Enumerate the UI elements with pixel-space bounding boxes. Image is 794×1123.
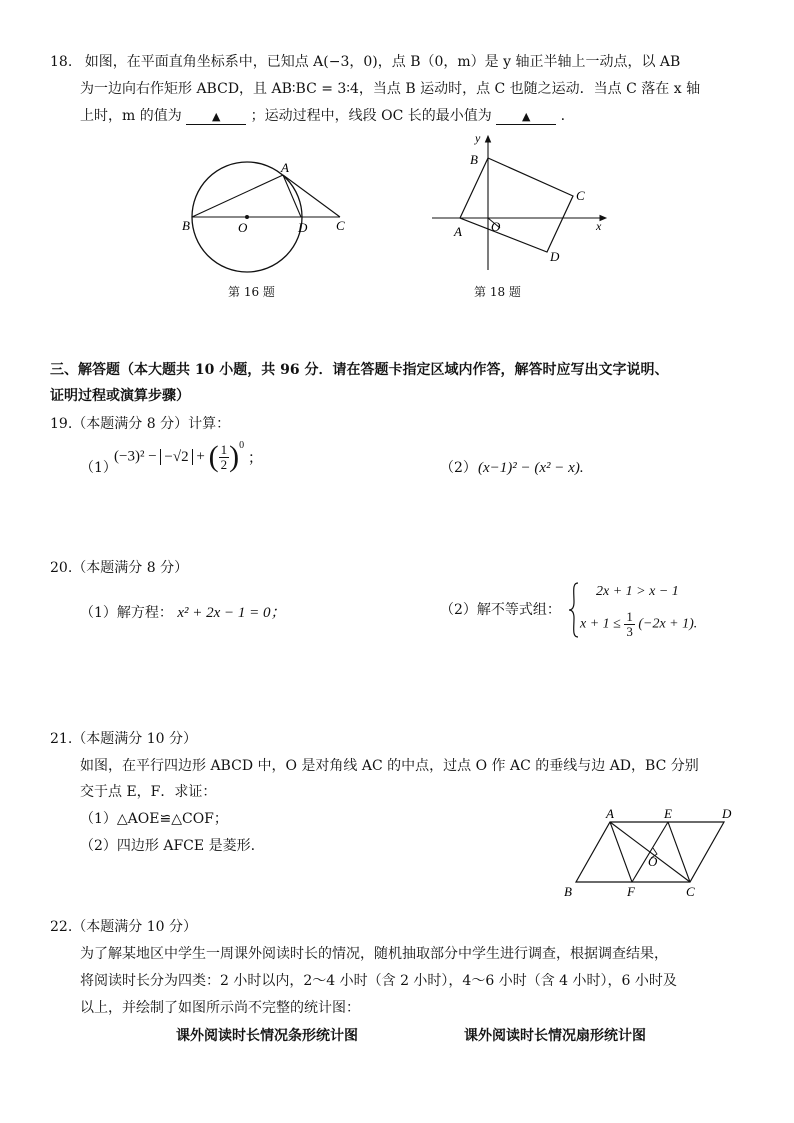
fig18-caption: 第 18 题 xyxy=(474,285,521,299)
figure-21 xyxy=(558,804,748,900)
fig21-label-A: A xyxy=(606,806,614,821)
q22-text-line1: 为了解某地区中学生一周课外阅读时长的情况，随机抽取部分中学生进行调查，根据调查结果， xyxy=(80,946,668,962)
section3-title-line2: 证明过程或演算步骤） xyxy=(50,388,190,404)
fig18-label-A: A xyxy=(454,224,462,239)
q22-header: 22.（本题满分 10 分） xyxy=(50,919,197,935)
q21-text-line2: 交于点 E，F．求证： xyxy=(80,784,217,800)
q21-part2: （2）四边形 AFCE 是菱形. xyxy=(80,838,256,854)
fig21-label-E: E xyxy=(664,806,672,821)
fig16-center-dot xyxy=(245,215,249,219)
q20-inequality-system xyxy=(568,580,708,640)
fig21-label-O: O xyxy=(648,854,658,869)
fig16-label-B: B xyxy=(182,218,190,233)
q19-header: 19.（本题满分 8 分）计算： xyxy=(50,416,231,432)
fig16-label-A: A xyxy=(281,160,289,175)
fig21-label-F: F xyxy=(627,884,635,899)
q18-text-3b: ；运动过程中，线段 OC 长的最小值为 xyxy=(250,108,492,124)
q18-text-2: 为一边向右作矩形 ABCD，且 AB∶BC = 3∶4，当点 B 运动时，点 C 也随之运动．当点 C 落在 x 轴 xyxy=(80,81,701,97)
q20-part2-label: （2）解不等式组： xyxy=(440,602,561,618)
q21-text-line1: 如图，在平行四边形 ABCD 中，O 是对角线 AC 的中点，过点 O 作 AC 的垂线与边 AD，BC 分别 xyxy=(80,758,699,774)
q20-system-line2 xyxy=(580,610,697,639)
answer-blank-2[interactable] xyxy=(496,108,556,125)
fig18-label-O: O xyxy=(491,219,501,234)
q19-part1-label: （1） xyxy=(80,460,117,476)
answer-blank-1[interactable] xyxy=(186,108,246,125)
q20-system-line1: 2x + 1 > x − 1 xyxy=(596,584,679,599)
fig18-label-C: C xyxy=(576,188,585,203)
fraction-one-third: $\frac{1}{3}$ xyxy=(626,609,633,639)
q20-part1-label: （1）解方程： xyxy=(80,605,173,621)
fig18-label-x: x xyxy=(596,219,602,233)
figure-18 xyxy=(428,130,618,275)
q19-part1-expression: (−3)² − −√2 + ( $\frac{1}{2}$ )$^0$ ； xyxy=(114,440,263,473)
fig21-segment-ec xyxy=(668,822,690,882)
q22-bar-chart-title: 课外阅读时长情况条形统计图 xyxy=(176,1028,358,1044)
fig21-label-C: C xyxy=(686,884,695,899)
q20-part1-expression: x² + 2x − 1 = 0； xyxy=(177,605,286,621)
q18-text-3a: 上时，m 的值为 xyxy=(80,108,182,124)
section3-title-line1: 三、解答题（本大题共 10 小题，共 96 分．请在答题卡指定区域内作答，解答时应写出文字说明、 xyxy=(50,362,669,378)
q22-text-line3: 以上，并绘制了如图所示尚不完整的统计图： xyxy=(80,1000,360,1016)
q20-system-line2-left: x + 1 ≤ xyxy=(580,616,621,632)
fig16-label-O: O xyxy=(238,220,248,235)
fig16-caption: 第 16 题 xyxy=(228,285,275,299)
q18-text-1: 如图，在平面直角坐标系中，已知点 A(−3，0)，点 B（0，m）是 y 轴正半轴上一动点，以 AB xyxy=(84,54,681,70)
brace-icon xyxy=(568,582,580,638)
fig18-rectangle xyxy=(460,158,573,252)
fig21-segment-af xyxy=(610,822,632,882)
q21-part1: （1）△AOE≌△COF； xyxy=(80,811,228,827)
fig18-label-D: D xyxy=(550,249,560,264)
q18-text-3end: . xyxy=(560,108,566,124)
blank-mark: ▲ xyxy=(521,110,531,123)
q20-system-line2-right: (−2x + 1). xyxy=(638,616,698,632)
fig18-label-B: B xyxy=(470,152,478,167)
q18-line3 xyxy=(80,106,565,126)
fig21-label-D: D xyxy=(722,806,732,821)
q22-text-line2: 将阅读时长分为四类：2 小时以内，2～4 小时（含 2 小时），4～6 小时（含 4 小时），6 小时及 xyxy=(80,973,677,989)
q19-part2-label: （2） xyxy=(440,460,477,476)
fig21-label-B: B xyxy=(564,884,572,899)
q18-number: 18. xyxy=(50,54,73,70)
q20-header: 20.（本题满分 8 分） xyxy=(50,560,189,576)
blank-mark: ▲ xyxy=(211,110,221,123)
q22-pie-chart-title: 课外阅读时长情况扇形统计图 xyxy=(464,1028,646,1044)
q20-part1 xyxy=(80,603,286,623)
q19-part2-expression: (x−1)² − (x² − x). xyxy=(478,460,584,476)
fig16-label-C: C xyxy=(336,218,345,233)
figure-16 xyxy=(180,140,370,280)
fig16-label-D: D xyxy=(298,220,308,235)
fig18-label-y: y xyxy=(475,131,481,145)
q21-header: 21.（本题满分 10 分） xyxy=(50,731,197,747)
q18-line1 xyxy=(50,52,680,72)
q18-line2 xyxy=(80,79,700,99)
fig21-segment-ef xyxy=(632,822,668,882)
